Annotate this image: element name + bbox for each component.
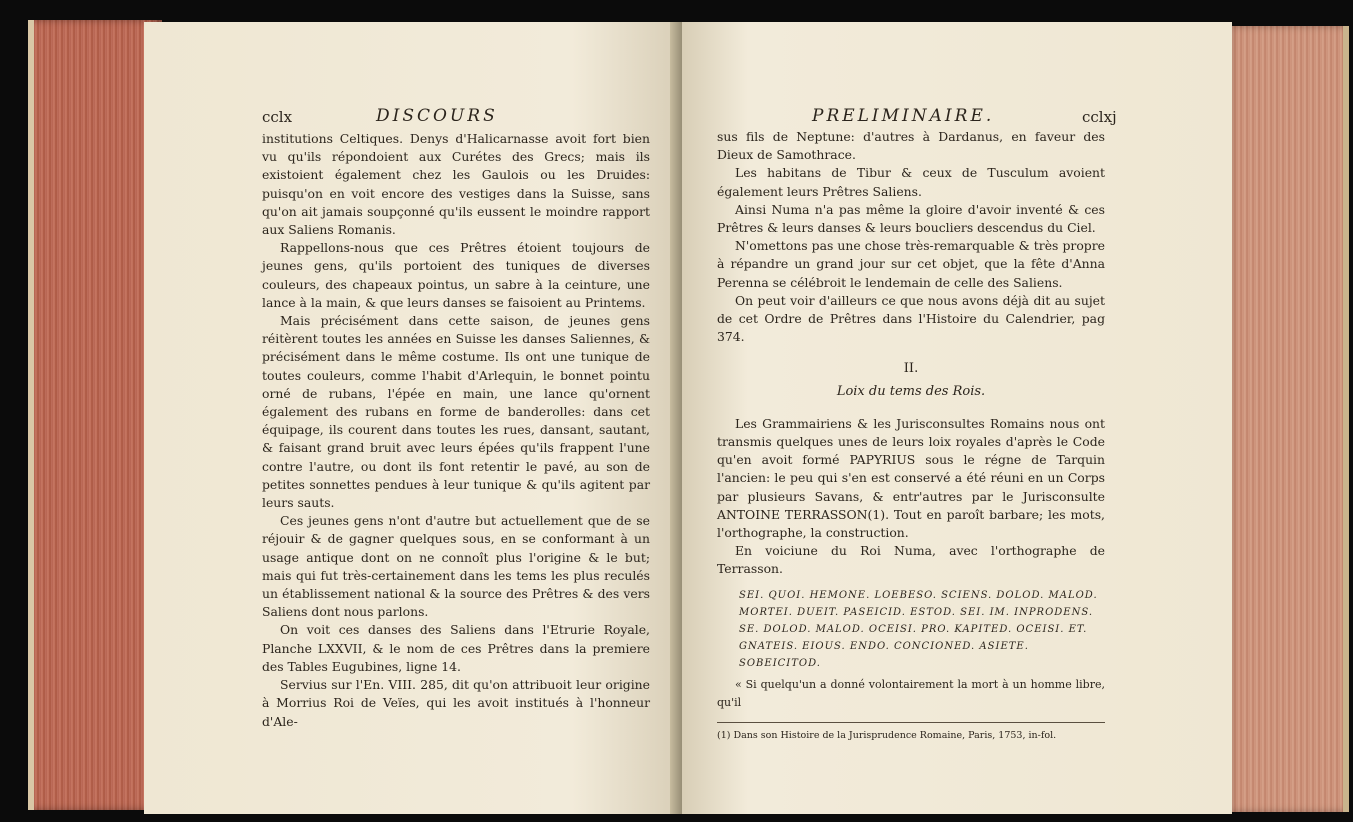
paragraph: Mais précisément dans cette saison, de jeunes gens réitèrent toutes les années en Suisse les danses Saliennes, & précisément dans le même costume. Ils ont une tunique de toutes couleurs, comme l'habit d'Arlequin, le bonnet pointu orné de rubans, l'épée en main, une lance qu'ornent également des rubans en forme de banderolles: dans cet équipage, ils courent dans toutes les rues, dansant, sautant, & faisant grand bruit avec leurs épées qu'ils frappent l'une contre l'autre, ou dont ils font retentir le pavé, au son de petites sonnettes pendues à leur tunique & qu'ils agitent par leurs sauts.	[262, 313, 650, 511]
left-page-body	[262, 130, 650, 731]
paragraph: Ces jeunes gens n'ont d'autre but actuellement que de se réjouir & de gagner quelques sous, en se conformant à un usage antique dont on ne connoît plus l'origine & le but; mais qui fut très-certainement dans les tems les plus reculés un établissement national & la source des Prêtres & des vers Saliens dont nous parlons.	[262, 513, 650, 620]
paragraph: Servius sur l'En. VIII. 285, dit qu'on attribuoit leur origine à Morrius Roi de Veïes, qui les avoit institués à l'honneur d'Ale-	[262, 677, 650, 729]
right-running-head: PRELIMINAIRE.	[812, 106, 995, 126]
left-running-head: DISCOURS	[376, 106, 498, 126]
footnote-rule	[717, 722, 1105, 723]
left-page	[144, 22, 679, 814]
law-quotation: SEI. QUOI. HEMONE. LOEBESO. SCIENS. DOLOD. MALOD. MORTEI. DUEIT. PASEICID. ESTOD. SEI. IM. INPRODENS. SE. DOLOD. MALOD. OCEISI. PRO. KAPITED. OCEISI. ET. GNATEIS. EIOUS. ENDO. CONCIONED. ASIETE. SOBEICITOD.	[739, 589, 1098, 669]
paragraph: N'omettons pas une chose très-remarquable & très propre à répandre un grand jour sur cet objet, que la fête d'Anna Perenna se célébroit le lendemain de celle des Saliens.	[717, 238, 1105, 290]
paragraph: En voiciune du Roi Numa, avec l'orthographe de Terrasson.	[717, 543, 1105, 577]
paragraph: Les habitans de Tibur & ceux de Tusculum avoient également leurs Prêtres Saliens.	[717, 165, 1105, 199]
law-translation: « Si quelqu'un a donné volontairement la mort à un homme libre, qu'il	[717, 677, 1105, 709]
paragraph: Ainsi Numa n'a pas même la gloire d'avoir inventé & ces Prêtres & leurs danses & leurs boucliers descendus du Ciel.	[717, 201, 1105, 236]
right-page-number: cclxj	[1082, 108, 1117, 126]
footnote: (1) Dans son Histoire de la Jurisprudence Romaine, Paris, 1753, in-fol.	[717, 730, 1057, 742]
left-page-number: cclx	[262, 108, 293, 126]
right-page	[682, 22, 1232, 814]
paragraph: Rappellons-nous que ces Prêtres étoient toujours de jeunes gens, qu'ils portoient des tuniques de diverses couleurs, des chapeaux pointus, un sabre à la ceinture, une lance à la main, & que leurs danses se faisoient au Printems.	[262, 240, 650, 310]
paragraph: sus fils de Neptune: d'autres à Dardanus, en faveur des Dieux de Samothrace.	[717, 129, 1105, 163]
section-number: II.	[903, 361, 919, 377]
paragraph: institutions Celtiques. Denys d'Halicarnasse avoit fort bien vu qu'ils répondoient aux Curétes des Grecs; mais ils existoient également chez les Gaulois ou les Druides: puisqu'on en voit encore des vestiges dans la Suisse, sans qu'on ait jamais soupçonné qu'ils eussent le moindre rapport aux Saliens Romanis.	[262, 131, 650, 238]
left-page-edges	[28, 20, 162, 810]
right-page-body	[717, 128, 1105, 745]
open-book	[10, 8, 1345, 818]
right-page-edges	[1225, 26, 1349, 812]
paragraph: On voit ces danses des Saliens dans l'Etrurie Royale, Planche LXXVII, & le nom de ces Prêtres dans la premiere des Tables Eugubines, ligne 14.	[262, 622, 650, 674]
paragraph: On peut voir d'ailleurs ce que nous avons déjà dit au sujet de cet Ordre de Prêtres dans l'Histoire du Calendrier, pag 374.	[717, 292, 1105, 345]
section-title: Loix du tems des Rois.	[836, 383, 986, 399]
paragraph: Les Grammairiens & les Jurisconsultes Romains nous ont transmis quelques unes de leurs loix royales d'après le Code qu'en avoit formé PAPYRIUS sous le régne de Tarquin l'ancien: le peu qui s'en est conservé a été réuni en un Corps par plusieurs Savans, & entr'autres par le Jurisconsulte ANTOINE TERRASSON(1). Tout en paroît barbare; les mots, l'orthographe, la construction.	[717, 415, 1105, 541]
